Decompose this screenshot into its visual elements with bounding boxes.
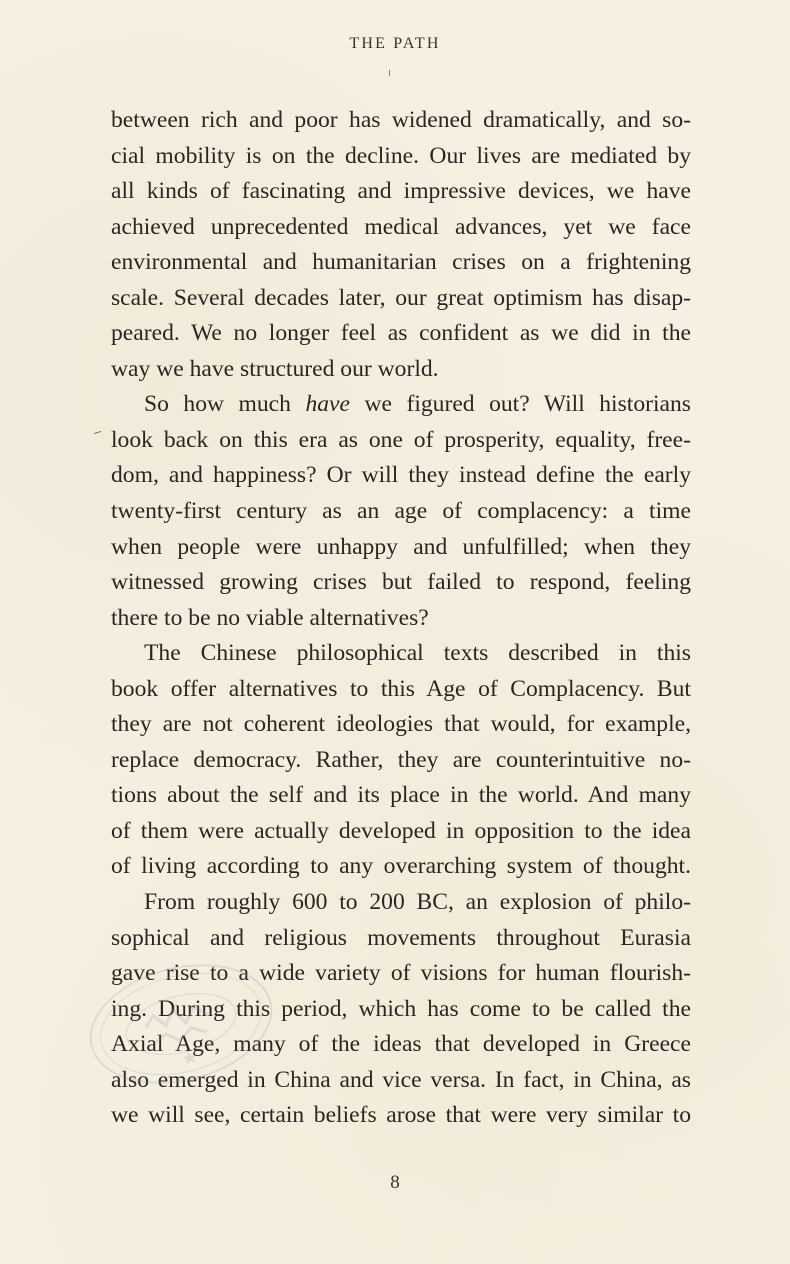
text-line: there to be no viable alternatives? (111, 604, 429, 631)
text-line: sophical and religious movements throughout Eurasia (111, 924, 691, 951)
text-line: we will see, certain beliefs arose that were very similar to (111, 1102, 691, 1129)
text-line: witnessed growing crises but failed to respond, feeling (111, 569, 691, 596)
text-line: of living according to any overarching system of thought. (111, 853, 691, 880)
text-line: peared. We no longer feel as confident as we did in the (111, 320, 691, 347)
margin-mark (94, 431, 101, 434)
text-line: way we have structured our world. (111, 355, 439, 382)
tick-mark (389, 70, 390, 76)
text-line: they are not coherent ideologies that would, for example, (111, 711, 691, 738)
text-line: The Chinese philosophical texts described in this (144, 640, 691, 667)
text-line: between rich and poor has widened dramatically, and so- (111, 107, 691, 133)
text-line: also emerged in China and vice versa. In fact, in China, as (111, 1066, 691, 1093)
text-line: look back on this era as one of prosperity, equality, free- (111, 426, 691, 453)
text-line: gave rise to a wide variety of visions for human flourish- (111, 960, 691, 987)
text-line: So how much have we figured out? Will historians (144, 391, 691, 418)
text-line: replace democracy. Rather, they are counterintuitive no- (111, 746, 691, 773)
text-line: twenty-first century as an age of complacency: a time (111, 498, 691, 525)
text-line: all kinds of fascinating and impressive devices, we have (111, 178, 691, 205)
text-line: environmental and humanitarian crises on a frightening (111, 249, 691, 276)
text-line: Axial Age, many of the ideas that developed in Greece (111, 1031, 691, 1058)
text-line: when people were unhappy and unfulfilled; when they (111, 533, 691, 560)
text-line: achieved unprecedented medical advances, yet we face (111, 213, 691, 240)
text-line: book offer alternatives to this Age of Complacency. But (111, 675, 691, 702)
text-line: dom, and happiness? Or will they instead define the early (111, 462, 691, 489)
emphasis: have (305, 391, 350, 418)
body-text (111, 103, 691, 1134)
text-line: scale. Several decades later, our great optimism has disap- (111, 284, 691, 311)
text-line: ing. During this period, which has come to be called the (111, 995, 691, 1022)
text-line: cial mobility is on the decline. Our lives are mediated by (111, 142, 691, 169)
text-line: of them were actually developed in opposition to the idea (111, 817, 691, 844)
page-number: 8 (390, 1172, 400, 1193)
text-line: From roughly 600 to 200 BC, an explosion of philo- (144, 889, 691, 916)
running-head: THE PATH (349, 35, 441, 52)
text-line: tions about the self and its place in the world. And many (111, 782, 691, 809)
